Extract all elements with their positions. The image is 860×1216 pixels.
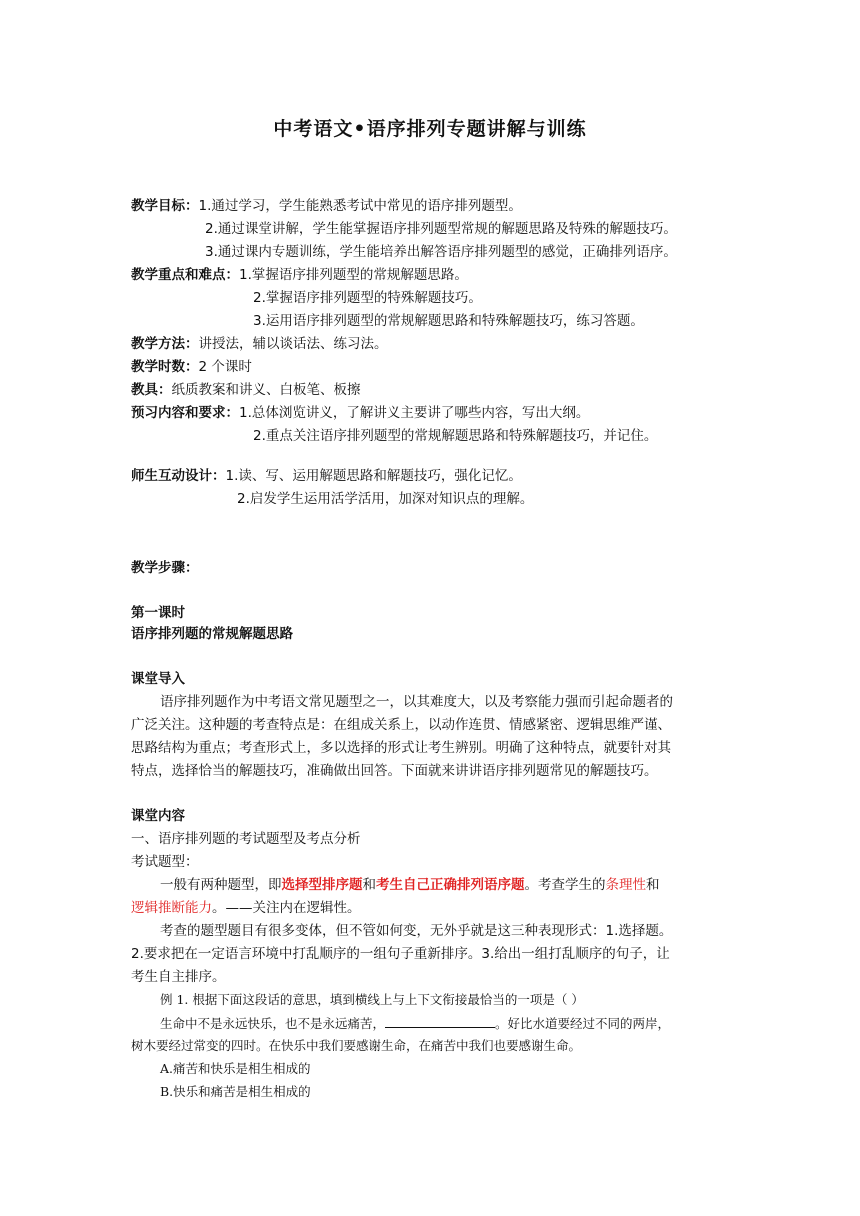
text-run: 。考查学生的 — [524, 877, 606, 893]
page-title: 中考语文•语序排列专题讲解与训练 — [273, 118, 587, 140]
text-run: 和 — [646, 877, 660, 893]
method-label: 教学方法： — [131, 336, 199, 352]
interaction-line-1 — [131, 466, 522, 486]
intro-line: 语序排列题作为中考语文常见题型之一，以其难度大，以及考察能力强而引起命题者的 — [160, 694, 673, 710]
hours-line — [131, 357, 252, 377]
goals-label: 教学目标： — [131, 198, 199, 214]
hours-label: 教学时数： — [131, 359, 199, 375]
text-run: 和 — [362, 877, 376, 893]
option-a: A.痛苦和快乐是相生相成的 — [160, 1061, 311, 1076]
goals-line-1 — [131, 196, 522, 216]
preview-item: 1.总体浏览讲义，了解讲义主要讲了哪些内容，写出大纲。 — [239, 405, 590, 421]
types-label: 考试题型： — [131, 854, 199, 870]
lesson1-heading: 第一课时 — [131, 605, 185, 621]
variants-line: 考查的题型题目有很多变体，但不管如何变，无外乎就是这三种表现形式：1.选择题。 — [160, 923, 673, 939]
intro-heading: 课堂导入 — [131, 671, 185, 687]
keypoint-item: 3.运用语序排列题型的常规解题思路和特殊解题技巧，练习答题。 — [253, 313, 644, 329]
text-run: 一般有两种题型，即 — [160, 877, 282, 893]
types-paragraph-line-2 — [131, 898, 361, 918]
keypoint-item: 2.掌握语序排列题型的特殊解题技巧。 — [253, 290, 482, 306]
text-run: 。好比水道要经过不同的两岸， — [495, 1016, 671, 1031]
fill-blank — [385, 1013, 495, 1028]
variants-line: 考生自主排序。 — [131, 969, 226, 985]
example-question: 例 1. 根据下面这段话的意思，填到横线上与上下文衔接最恰当的一项是（ ） — [160, 992, 584, 1007]
option-b: B.快乐和痛苦是相生相成的 — [160, 1084, 311, 1099]
types-paragraph-line-1 — [160, 875, 660, 895]
keypoints-line-1 — [131, 265, 468, 285]
intro-line: 广泛关注。这种题的考查特点是：在组成关系上，以动作连贯、情感紧密、逻辑思维严谨、 — [131, 717, 671, 733]
highlight-text: 考生自己正确排列语序题 — [376, 877, 525, 893]
goal-item: 1.通过学习，学生能熟悉考试中常见的语序排列题型。 — [198, 198, 522, 214]
keypoint-item: 1.掌握语序排列题型的常规解题思路。 — [239, 267, 468, 283]
interaction-label: 师生互动设计： — [131, 468, 226, 484]
highlight-text: 选择型排序题 — [281, 877, 363, 893]
highlight-text: 条理性 — [605, 877, 646, 893]
section-title: 一、语序排列题的考试题型及考点分析 — [131, 831, 361, 847]
tools-line — [131, 380, 361, 400]
interaction-item: 1.读、写、运用解题思路和解题技巧，强化记忆。 — [225, 468, 522, 484]
example-text-line-1 — [160, 1013, 670, 1034]
content-heading: 课堂内容 — [131, 808, 185, 824]
goal-item: 3.通过课内专题训练，学生能培养出解答语序排列题型的感觉，正确排列语序。 — [205, 244, 677, 260]
method-line — [131, 334, 388, 354]
preview-item: 2.重点关注语序排列题型的常规解题思路和特殊解题技巧，并记住。 — [253, 428, 658, 444]
goal-item: 2.通过课堂讲解，学生能掌握语序排列题型常规的解题思路及特殊的解题技巧。 — [205, 221, 677, 237]
text-run: 生命中不是永远快乐，也不是永远痛苦， — [160, 1016, 386, 1031]
tools-value: 纸质教案和讲义、白板笔、板擦 — [171, 382, 361, 398]
preview-label: 预习内容和要求： — [131, 405, 239, 421]
tools-label: 教具： — [131, 382, 172, 398]
highlight-text: 逻辑推断能力 — [131, 900, 212, 916]
intro-line: 特点，选择恰当的解题技巧，准确做出回答。下面就来讲讲语序排列题常见的解题技巧。 — [131, 763, 658, 779]
example-text-line-2: 树木要经过常变的四时。在快乐中我们要感谢生命，在痛苦中我们也要感谢生命。 — [131, 1038, 582, 1053]
preview-line-1 — [131, 403, 589, 423]
text-run: 。——关注内在逻辑性。 — [212, 900, 361, 916]
lesson1-subheading: 语序排列题的常规解题思路 — [131, 626, 293, 642]
variants-line: 2.要求把在一定语言环境中打乱顺序的一组句子重新排序。3.给出一组打乱顺序的句子，让 — [131, 946, 670, 962]
interaction-item: 2.启发学生运用活学活用，加深对知识点的理解。 — [237, 491, 534, 507]
intro-line: 思路结构为重点；考查形式上，多以选择的形式让考生辨别。明确了这种特点，就要针对其 — [131, 740, 671, 756]
hours-value: 2 个课时 — [198, 359, 252, 375]
keypoints-label: 教学重点和难点： — [131, 267, 239, 283]
steps-label: 教学步骤： — [131, 560, 199, 576]
method-value: 讲授法，辅以谈话法、练习法。 — [198, 336, 388, 352]
